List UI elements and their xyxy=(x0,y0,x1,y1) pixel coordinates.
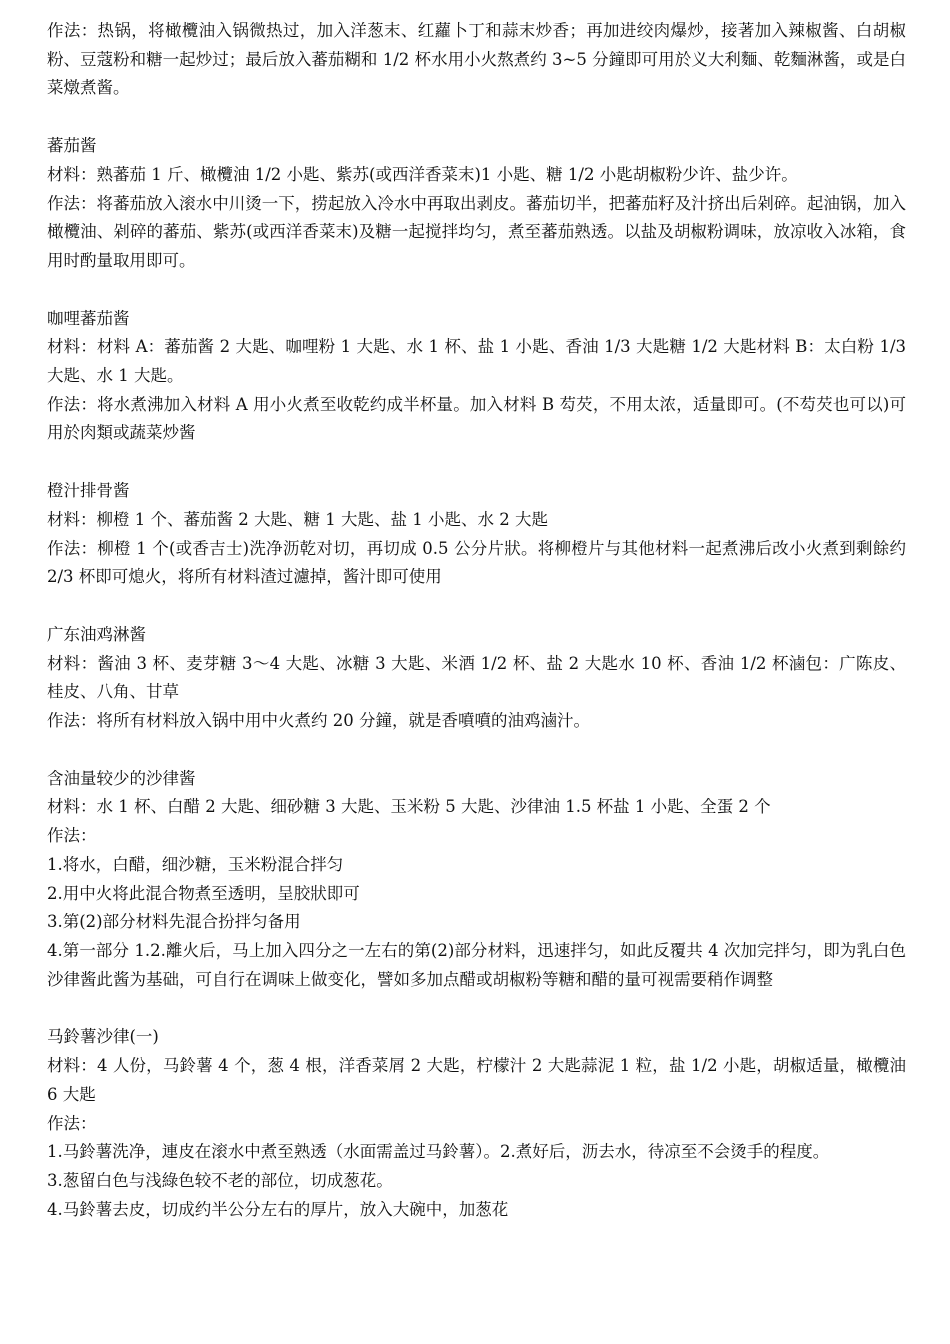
recipe-text-line: 作法：将所有材料放入锅中用中火煮约 20 分鐘，就是香噴噴的油鸡滷汁。 xyxy=(47,711,590,731)
recipe-section xyxy=(47,17,906,103)
recipe-title: 马鈴薯沙律(一) xyxy=(47,1027,159,1047)
recipe-text-line: 2.用中火将此混合物煮至透明，呈胶狀即可 xyxy=(47,883,360,903)
recipe-title: 含油量较少的沙律酱 xyxy=(47,768,196,788)
recipe-section xyxy=(47,132,906,276)
recipe-text-line: 1.马鈴薯洗净，連皮在滚水中煮至熟透（水面需盖过马鈴薯）。2.煮好后，沥去水，待凉至不会烫手的程度。 xyxy=(47,1142,830,1162)
recipe-text-line: 材料：水 1 杯、白醋 2 大匙、细砂糖 3 大匙、玉米粉 5 大匙、沙律油 1.5 杯盐 1 小匙、全蛋 2 个 xyxy=(47,797,771,817)
recipe-text-line: 作法：将蕃茄放入滚水中川烫一下，捞起放入冷水中再取出剥皮。蕃茄切半，把蕃茄籽及汁挤出后剁碎。起油锅，加入橄欖油、剁碎的蕃茄、紫苏(或西洋香菜末)及糖一起搅拌均匀，煮至蕃茄熟透。以盐及胡椒粉调味，放凉收入冰箱，食用时酌量取用即可。 xyxy=(47,193,906,270)
recipe-text-line: 材料：柳橙 1 个、蕃茄酱 2 大匙、糖 1 大匙、盐 1 小匙、水 2 大匙 xyxy=(47,509,548,529)
recipe-title: 广东油鸡淋酱 xyxy=(47,624,146,644)
recipe-text-line: 3.第(2)部分材料先混合扮拌匀备用 xyxy=(47,912,301,932)
recipe-text-line: 作法： xyxy=(47,1113,97,1133)
recipe-text-line: 作法：将水煮沸加入材料 A 用小火煮至收乾约成半杯量。加入材料 B 芶芡，不用太浓，适量即可。(不芶芡也可以)可用於肉類或蔬菜炒酱 xyxy=(47,394,906,443)
recipe-title: 咖哩蕃茄酱 xyxy=(47,308,130,328)
recipe-text-line: 4.第一部分 1.2.離火后，马上加入四分之一左右的第(2)部分材料，迅速拌匀，如此反覆共 4 次加完拌匀，即为乳白色沙律酱此酱为基础，可自行在调味上做变化，譬如多加点醋或胡椒粉等糖和醋的量可视需要稍作调整 xyxy=(47,940,906,989)
recipe-text-line: 作法： xyxy=(47,826,97,846)
recipe-text-line: 材料：酱油 3 杯、麦芽糖 3～4 大匙、冰糖 3 大匙、米酒 1/2 杯、盐 2 大匙水 10 杯、香油 1/2 杯滷包：广陈皮、桂皮、八角、甘草 xyxy=(47,653,906,702)
recipe-text-line: 3.葱留白色与浅綠色较不老的部位，切成葱花。 xyxy=(47,1170,393,1190)
recipe-section xyxy=(47,765,906,995)
recipe-text-line: 4.马鈴薯去皮，切成约半公分左右的厚片，放入大碗中，加葱花 xyxy=(47,1199,509,1219)
recipe-text-line: 材料：4 人份，马鈴薯 4 个，葱 4 根，洋香菜屑 2 大匙，柠檬汁 2 大匙蒜泥 1 粒，盐 1/2 小匙，胡椒适量，橄欖油 6 大匙 xyxy=(47,1056,906,1104)
recipe-section xyxy=(47,305,906,449)
recipe-text-line: 1.将水，白醋，细沙糖，玉米粉混合拌匀 xyxy=(47,854,344,874)
recipe-section xyxy=(47,621,906,736)
recipe-title: 橙汁排骨酱 xyxy=(47,481,130,501)
recipe-section xyxy=(47,477,906,592)
recipe-title: 蕃茄酱 xyxy=(47,136,97,156)
recipe-text-line: 作法：柳橙 1 个(或香吉士)洗净沥乾对切，再切成 0.5 公分片狀。将柳橙片与其他材料一起煮沸后改小火煮到剩餘约 2/3 杯即可熄火，将所有材料渣过濾掉，酱汁即可使用 xyxy=(47,538,906,587)
recipe-section xyxy=(47,1023,906,1224)
recipe-text-line: 材料：材料 A：蕃茄酱 2 大匙、咖哩粉 1 大匙、水 1 杯、盐 1 小匙、香油 1/3 大匙糖 1/2 大匙材料 B：太白粉 1/3 大匙、水 1 大匙。 xyxy=(47,337,906,386)
recipe-text-line: 材料：熟蕃茄 1 斤、橄欖油 1/2 小匙、紫苏(或西洋香菜末)1 小匙、糖 1/2 小匙胡椒粉少许、盐少许。 xyxy=(47,164,798,184)
recipe-text-line: 作法：热锅，将橄欖油入锅微热过，加入洋葱末、红蘿卜丁和蒜末炒香；再加进绞肉爆炒，接著加入辣椒酱、白胡椒粉、豆蔻粉和糖一起炒过；最后放入蕃茄糊和 1/2 杯水用小火熬煮约 3~5 分鐘即可用於义大利麵、乾麵淋酱，或是白菜燉煮酱。 xyxy=(47,21,906,98)
